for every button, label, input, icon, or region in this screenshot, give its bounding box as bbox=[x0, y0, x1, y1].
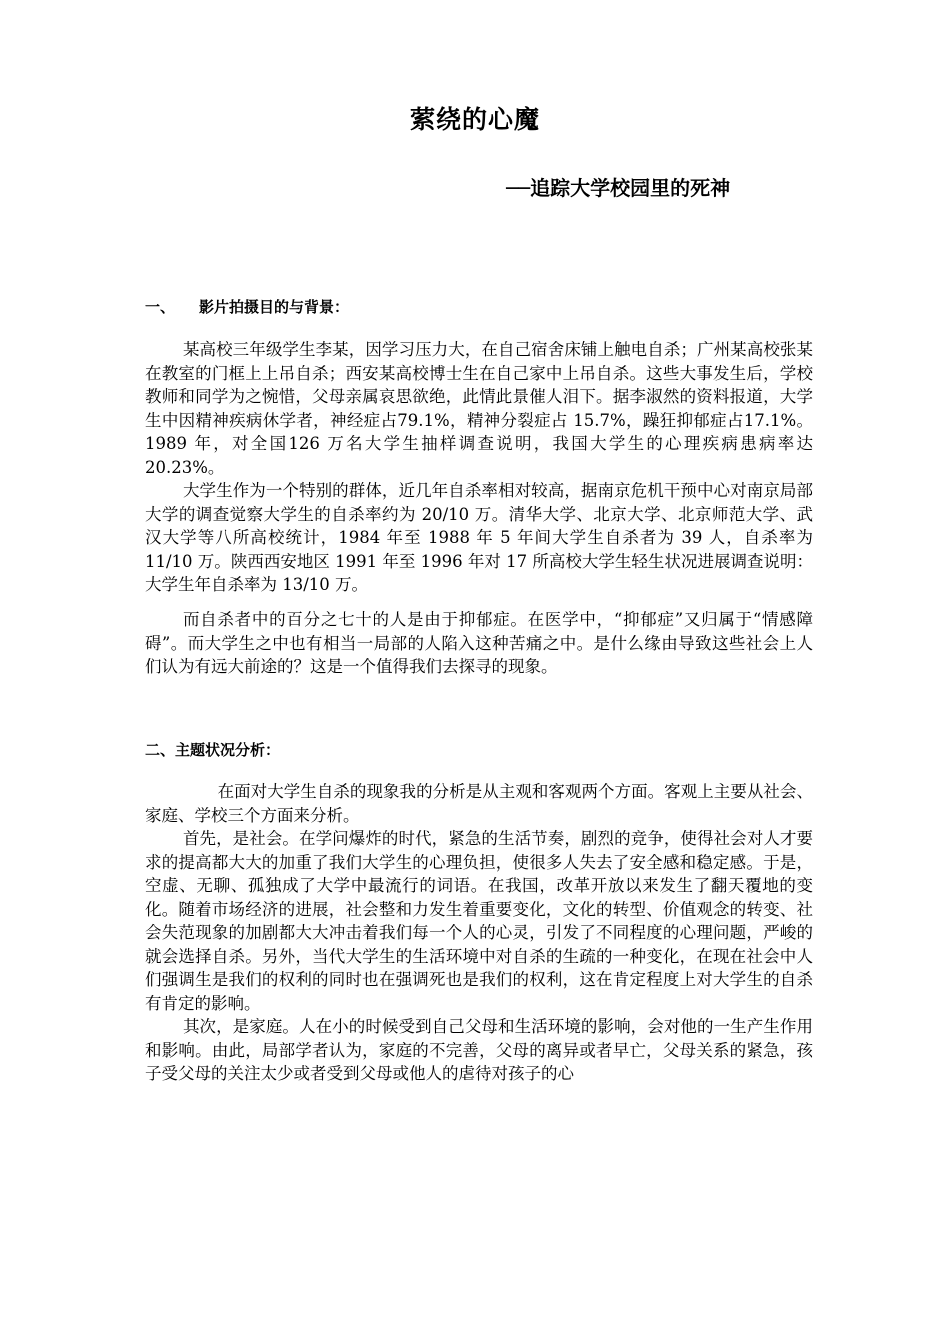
section-heading-2 bbox=[145, 739, 280, 760]
paragraph: 首先，是社会。在学问爆炸的时代，紧急的生活节奏，剧烈的竞争，使得社会对人才要求的提高都大大的加重了我们大学生的心理负担，使很多人失去了安全感和稳定感。于是，空虚、无聊、孤独成了大学中最流行的词语。在我国，改革开放以来发生了翻天覆地的变化。随着市场经济的进展，社会整和力发生着重要变化，文化的转型、价值观念的转变、社会失范现象的加剧都大大冲击着我们每一个人的心灵，引发了不同程度的心理问题，严峻的就会选择自杀。另外，当代大学生的生活环境中对自杀的生疏的一种变化，在现在社会中人们强调生是我们的权利的同时也在强调死也是我们的权利，这在肯定程度上对大学生的自杀有肯定的影响。 bbox=[145, 829, 813, 1013]
paragraph: 在面对大学生自杀的现象我的分析是从主观和客观两个方面。客观上主要从社会、家庭、学校三个方面来分析。 bbox=[145, 782, 813, 825]
section-2-body bbox=[145, 780, 813, 1086]
section-number-2: 二、 bbox=[145, 741, 176, 759]
section-heading-text-1: 影片拍摄目的与背景： bbox=[199, 298, 350, 316]
section-number-1: 一、 bbox=[145, 298, 176, 316]
section-1-body-continued bbox=[145, 608, 813, 679]
section-1-body bbox=[145, 338, 813, 597]
paragraph: 大学生作为一个特别的群体，近几年自杀率相对较高，据南京危机干预中心对南京局部大学的调查觉察大学生的自杀率约为 20/10 万。清华大学、北京大学、北京师范大学、武汉大学等八所高校统计，1984 年至 1988 年 5 年间大学生自杀者为 39 人，自杀率为 11/10 万。陕西西安地区 1991 年至 1996 年对 17 所高校大学生轻生状况进展调查说明：大学生年自杀率为 13/10 万。 bbox=[145, 481, 813, 594]
document-title: 萦绕的心魔 bbox=[409, 105, 540, 134]
paragraph: 某高校三年级学生李某，因学习压力大，在自己宿舍床铺上触电自杀；广州某高校张某在教室的门框上上吊自杀；西安某高校博士生在自己家中上吊自杀。这些大事发生后，学校教师和同学为之惋惜，父母亲属哀思欲绝，此情此景催人泪下。据李淑然的资料报道，大学生中因精神疾病休学者，神经症占79.1%，精神分裂症占 15.7%，躁狂抑郁症占17.1%。1989 年，对全国126 万名大学生抽样调查说明，我国大学生的心理疾病患病率达 20.23%。 bbox=[145, 340, 813, 477]
paragraph: 而自杀者中的百分之七十的人是由于抑郁症。在医学中，“抑郁症”又归属于“情感障碍”。而大学生之中也有相当一局部的人陷入这种苦痛之中。是什么缘由导致这些社会上人们认为有远大前途的？这是一个值得我们去探寻的现象。 bbox=[145, 610, 813, 676]
paragraph: 其次，是家庭。人在小的时候受到自己父母和生活环境的影响，会对他的一生产生作用和影响。由此，局部学者认为，家庭的不完善，父母的离异或者早亡，父母关系的紧急，孩子受父母的关注太少或者受到父母或他人的虐待对孩子的心 bbox=[145, 1017, 813, 1083]
section-heading-1 bbox=[145, 296, 349, 317]
document-subtitle: ──追踪大学校园里的死神 bbox=[506, 176, 731, 200]
section-heading-text-2: 主题状况分析： bbox=[175, 741, 281, 759]
